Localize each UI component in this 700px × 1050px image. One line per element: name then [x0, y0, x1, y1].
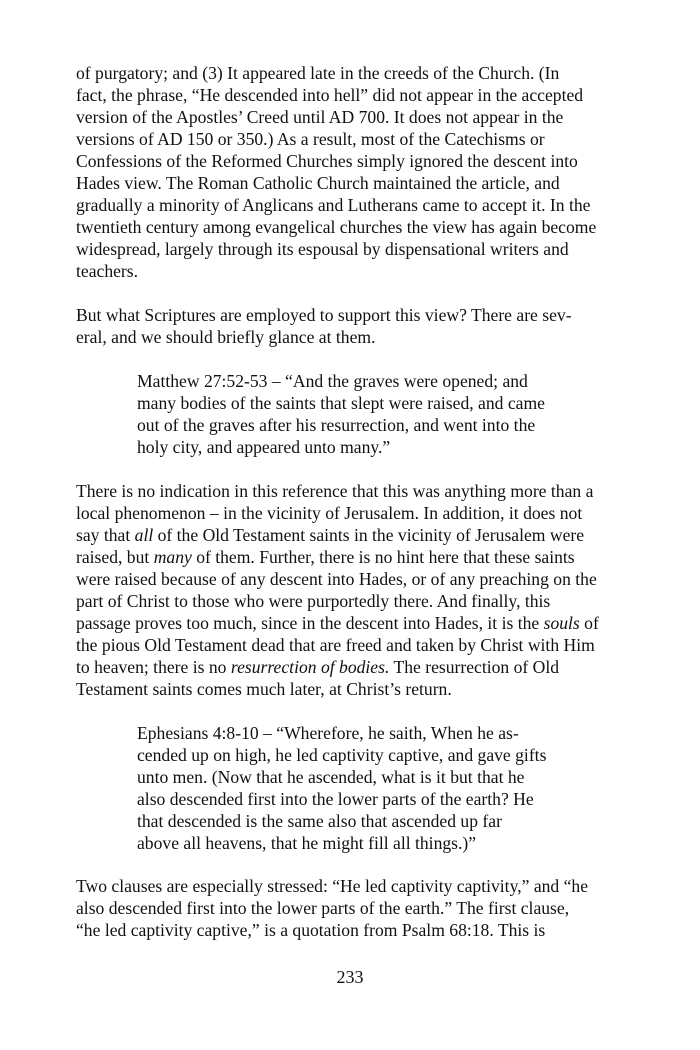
text-line: teachers.: [76, 261, 139, 281]
text-line: [76, 612, 636, 634]
quote-line: also descended first into the lower parts of the earth? He: [137, 789, 534, 809]
quote-line: many bodies of the saints that slept were raised, and came: [137, 393, 545, 413]
emphasis-all: all: [134, 525, 154, 545]
text-line: version of the Apostles’ Creed until AD 700. It does not appear in the: [76, 107, 564, 127]
text-line: twentieth century among evangelical churches the view has again become: [76, 217, 597, 237]
paragraph-jerusalem-analysis: [76, 480, 636, 700]
emphasis-resurrection-of-bodies: resurrection of bodies.: [230, 657, 390, 677]
text-line: were raised because of any descent into Hades, or of any preaching on the: [76, 569, 597, 589]
text-line: gradually a minority of Anglicans and Lutherans came to accept it. In the: [76, 195, 591, 215]
paragraph-scriptures-question: [76, 304, 636, 348]
text-line: Hades view. The Roman Catholic Church maintained the article, and: [76, 173, 560, 193]
text-line: Confessions of the Reformed Churches simply ignored the descent into: [76, 151, 578, 171]
text-run: of: [579, 613, 599, 633]
page-number: 233: [336, 967, 364, 987]
emphasis-many: many: [153, 547, 192, 567]
block-quote-matthew: [137, 370, 597, 458]
quote-line: holy city, and appeared unto many.”: [137, 437, 391, 457]
text-line: local phenomenon – in the vicinity of Jerusalem. In addition, it does not: [76, 503, 583, 523]
text-run: The resurrection of Old: [389, 657, 560, 677]
quote-line: Ephesians 4:8-10 – “Wherefore, he saith, When he as-: [137, 723, 519, 743]
paragraph-purgatory-creeds: [76, 62, 636, 282]
text-line: [76, 656, 636, 678]
text-line: eral, and we should briefly glance at them.: [76, 327, 376, 347]
quote-line: that descended is the same also that ascended up far: [137, 811, 502, 831]
text-line: versions of AD 150 or 350.) As a result, most of the Catechisms or: [76, 129, 545, 149]
text-line: Two clauses are especially stressed: “He led captivity captivity,” and “he: [76, 876, 589, 896]
text-line: part of Christ to those who were purportedly there. And finally, this: [76, 591, 551, 611]
quote-line: above all heavens, that he might fill all things.)”: [137, 833, 477, 853]
emphasis-souls: souls: [543, 613, 580, 633]
quote-line: Matthew 27:52-53 – “And the graves were opened; and: [137, 371, 528, 391]
quote-line: out of the graves after his resurrection, and went into the: [137, 415, 536, 435]
quote-line: cended up on high, he led captivity captive, and gave gifts: [137, 745, 547, 765]
text-run: passage proves too much, since in the descent into Hades, it is the: [76, 613, 544, 633]
text-line: There is no indication in this reference that this was anything more than a: [76, 481, 594, 501]
paragraph-two-clauses: [76, 875, 636, 941]
text-line: also descended first into the lower parts of the earth.” The first clause,: [76, 898, 570, 918]
text-run: say that: [76, 525, 135, 545]
text-run: of them. Further, there is no hint here that these saints: [191, 547, 575, 567]
text-line: the pious Old Testament dead that are freed and taken by Christ with Him: [76, 635, 595, 655]
text-line: of purgatory; and (3) It appeared late in the creeds of the Church. (In: [76, 63, 560, 83]
text-line: [76, 546, 636, 568]
quote-line: unto men. (Now that he ascended, what is it but that he: [137, 767, 525, 787]
text-line: “he led captivity captive,” is a quotation from Psalm 68:18. This is: [76, 920, 546, 940]
text-line: But what Scriptures are employed to support this view? There are sev-: [76, 305, 572, 325]
text-run: of the Old Testament saints in the vicinity of Jerusalem were: [153, 525, 585, 545]
text-line: widespread, largely through its espousal by dispensational writers and: [76, 239, 569, 259]
text-line: fact, the phrase, “He descended into hell” did not appear in the accepted: [76, 85, 584, 105]
text-run: raised, but: [76, 547, 154, 567]
text-run: to heaven; there is no: [76, 657, 231, 677]
block-quote-ephesians: [137, 722, 597, 854]
text-line: Testament saints comes much later, at Christ’s return.: [76, 679, 452, 699]
text-line: [76, 524, 636, 546]
